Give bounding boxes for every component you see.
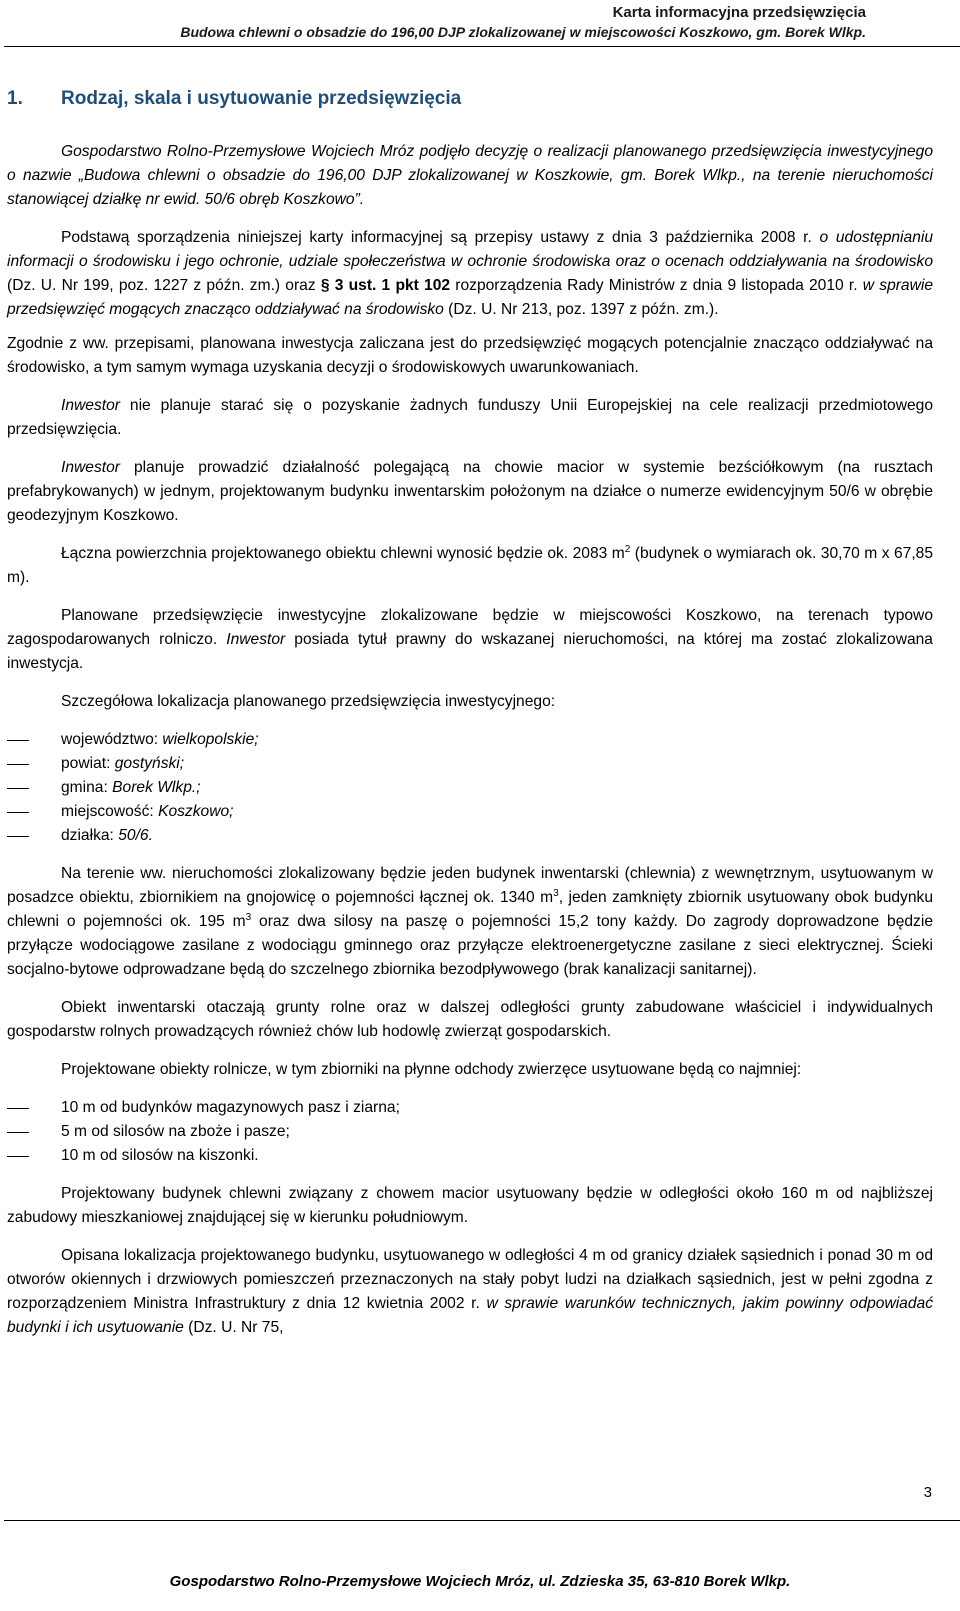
header-title: Karta informacyjna przedsięwzięcia xyxy=(612,4,866,21)
regulation-title: w sprawie warunków technicznych, jakim powinny odpowiadać budynki i ich usytuowanie xyxy=(7,1295,933,1336)
section-heading xyxy=(7,88,461,110)
list-item-label: powiat: xyxy=(61,755,115,772)
area-unit-exponent: 2 xyxy=(624,543,631,555)
paragraph-intro xyxy=(7,140,933,212)
paragraph-classification: Zgodnie z ww. przepisami, planowana inwestycja zaliczana jest do przedsięwzięć mogących potencjalnie znacząco oddziaływać na środowisko, a tym samym wymaga uzyskania decyzji o środowiskowych uwarunkowaniach. xyxy=(7,335,933,376)
list-item-value: Borek Wlkp.; xyxy=(112,779,201,796)
paragraph-surroundings: Obiekt inwentarski otaczają grunty rolne oraz w dalszej odległości grunty zabudowane właściciel i indywidualnych gospodarstw rolnych prowadzących również chów lub hodowlę zwierząt gospodarskich. xyxy=(7,999,933,1040)
activity-text: planuje prowadzić działalność polegającą na chowie macior w systemie bezściółkowym (na rusztach prefabrykowanych) w jednym, projektowanym budynku inwentarskim położonym na działce o numerze ewidencyjnym 50/6 w obrębie geodezyjnym Koszkowo. xyxy=(7,459,933,524)
list-item xyxy=(7,728,933,752)
investor-term: Inwestor xyxy=(61,459,120,476)
location-title-text: posiada tytuł prawny do wskazanej nieruchomości, na której ma zostać zlokalizowana inwestycja. xyxy=(7,631,933,672)
investor-term: Inwestor xyxy=(61,397,120,414)
regulation-title: w sprawie przedsięwzięć mogących znacząco oddziaływać na środowisko xyxy=(7,277,934,318)
location-list xyxy=(7,728,933,848)
legal-basis-ref: (Dz. U. Nr 199, poz. 1227 z późn. zm.) oraz xyxy=(7,277,321,294)
section-title: Rodzaj, skala i usytuowanie przedsięwzięcia xyxy=(61,88,462,109)
distance-list xyxy=(7,1096,933,1168)
compliance-ref: (Dz. U. Nr 75, xyxy=(183,1319,284,1336)
list-item xyxy=(7,800,933,824)
section-number: 1. xyxy=(7,88,23,109)
page-number: 3 xyxy=(923,1484,932,1501)
list-item xyxy=(7,752,933,776)
list-item: 10 m od silosów na kiszonki. xyxy=(7,1144,933,1168)
legal-paragraph-ref: § 3 ust. 1 pkt 102 xyxy=(320,277,451,294)
paragraph-intro-text-2: , na terenie nieruchomości stanowiącej działkę nr ewid. 50/6 obręb Koszkowo”. xyxy=(7,167,933,208)
paragraph-compliance xyxy=(7,1244,933,1340)
facilities-text-3: oraz dwa silosy na paszę o pojemności 15,2 tony każdy. Do zagrody doprowadzone będzie przyłącze wodociągowe zasilane z wodociągu gminnego oraz przyłącze elektroenergetyczne zasilane z sieci elektrycznej. Ścieki socjalno-bytowe odprowadzane będą do szczelnego zbiornika bezodpływowego (brak kanalizacji sanitarnej). xyxy=(7,913,933,978)
paragraph-nearest-housing: Projektowany budynek chlewni związany z chowem macior usytuowany będzie w odległości około 160 m od najbliższej zabudowy mieszkaniowej znajdującej się w kierunku południowym. xyxy=(7,1185,933,1226)
regulation-ref: (Dz. U. Nr 213, poz. 1397 z późn. zm.). xyxy=(443,301,719,318)
list-item-value: Koszkowo; xyxy=(158,803,234,820)
paragraph-legal-basis xyxy=(7,226,933,322)
header-subtitle: Budowa chlewni o obsadzie do 196,00 DJP zlokalizowanej w miejscowości Koszkowo, gm. Borek Wlkp. xyxy=(180,24,866,40)
volume-unit-exponent: 3 xyxy=(245,911,252,923)
paragraph-distances: Projektowane obiekty rolnicze, w tym zbiorniki na płynne odchody zwierzęce usytuowane będą co najmniej: xyxy=(61,1061,802,1078)
facilities-text-2: , jeden zamknięty zbiornik usytuowany obok budynku chlewni o pojemności ok. 195 m xyxy=(7,889,933,930)
list-item: 5 m od silosów na zboże i pasze; xyxy=(7,1120,933,1144)
volume-unit-exponent: 3 xyxy=(553,887,559,899)
regulation-text: rozporządzenia Rady Ministrów z dnia 9 listopada 2010 r. xyxy=(450,277,863,294)
location-text: Planowane przedsięwzięcie inwestycyjne zlokalizowane będzie w miejscowości Koszkowo, na terenach typowo zagospodarowanych rolniczo. xyxy=(7,607,933,648)
eu-funds-text: nie planuje starać się o pozyskanie żadnych funduszy Unii Europejskiej na cele realizacji przedmiotowego przedsięwzięcia. xyxy=(7,397,933,438)
paragraph-location-detail: Szczegółowa lokalizacja planowanego przedsięwzięcia inwestycyjnego: xyxy=(61,693,556,710)
list-item xyxy=(7,824,933,848)
paragraph-eu-funds xyxy=(7,394,933,442)
list-item-value: wielkopolskie; xyxy=(162,731,259,748)
list-item-label: działka: xyxy=(61,827,119,844)
area-text: Łączna powierzchnia projektowanego obiektu chlewni wynosić będzie ok. 2083 m xyxy=(61,545,625,562)
document-body xyxy=(7,140,933,1354)
list-item-value: 50/6. xyxy=(118,827,153,844)
paragraph-area xyxy=(7,542,933,590)
footer-divider xyxy=(4,1520,960,1521)
list-item-label: miejscowość: xyxy=(61,803,159,820)
list-item xyxy=(7,776,933,800)
list-item: 10 m od budynków magazynowych pasz i ziarna; xyxy=(7,1096,933,1120)
list-item-label: gmina: xyxy=(61,779,113,796)
investor-term: Inwestor xyxy=(226,631,286,648)
list-item-label: województwo: xyxy=(61,731,163,748)
compliance-text: Opisana lokalizacja projektowanego budynku, usytuowanego w odległości 4 m od granicy działek sąsiednich i ponad 30 m od otworów okiennych i drzwiowych pomieszczeń przeznaczonych na stały pobyt ludzi na działkach sąsiednich, jest w pełni zgodna z rozporządzeniem Ministra Infrastruktury z dnia 12 kwietnia 2002 r. xyxy=(7,1247,933,1312)
paragraph-facilities xyxy=(7,862,933,982)
list-item-value: gostyński; xyxy=(114,755,185,772)
act-title: o udostępnianiu informacji o środowisku i jego ochronie, udziale społeczeństwa w ochronie środowiska oraz o ocenach oddziaływania na środowisko xyxy=(7,229,933,270)
paragraph-activity xyxy=(7,456,933,528)
facilities-text: Na terenie ww. nieruchomości zlokalizowany będzie jeden budynek inwentarski (chlewnia) z wewnętrznym, usytuowanym w posadzce obiektu, zbiornikiem na gnojowicę o pojemności łącznej ok. 1340 m xyxy=(7,865,933,906)
paragraph-location xyxy=(7,604,933,676)
legal-basis-text: Podstawą sporządzenia niniejszej karty informacyjnej są przepisy ustawy z dnia 3 października 2008 r. xyxy=(61,229,820,246)
footer-text: Gospodarstwo Rolno-Przemysłowe Wojciech Mróz, ul. Zdzieska 35, 63-810 Borek Wlkp. xyxy=(169,1573,791,1590)
paragraph-intro-text: Gospodarstwo Rolno-Przemysłowe Wojciech Mróz podjęło decyzję o realizacji planowanego przedsięwzięcia inwestycyjnego o nazwie „Budowa chlewni o obsadzie do 196,00 DJP zlokalizowanej w Koszkowie, gm. Borek Wlkp. xyxy=(7,143,933,184)
header-divider xyxy=(4,46,960,47)
area-dimensions: (budynek o wymiarach ok. 30,70 m x 67,85 m). xyxy=(7,545,933,586)
